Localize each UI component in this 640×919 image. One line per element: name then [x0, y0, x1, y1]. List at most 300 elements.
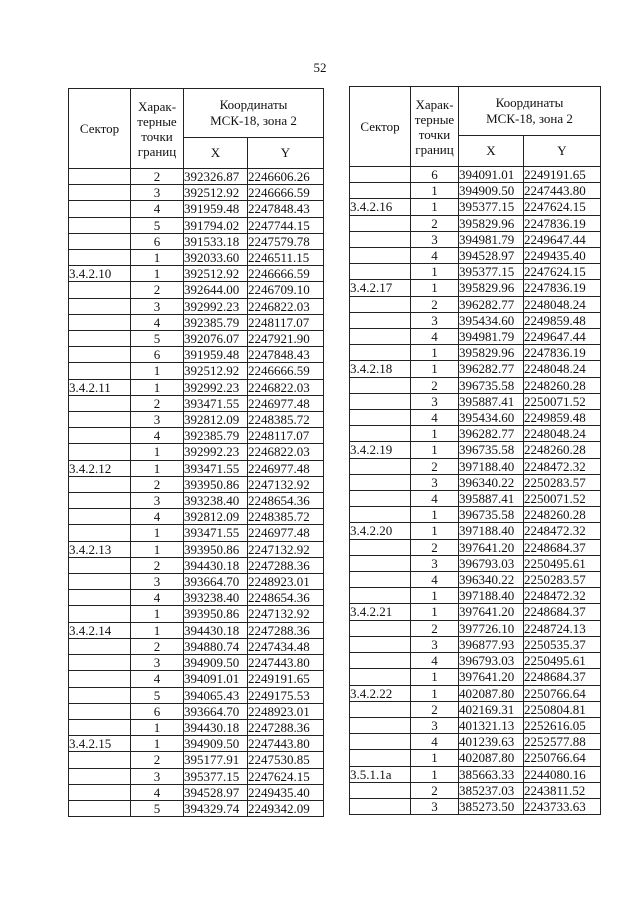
x-coordinate-cell: 393471.55	[184, 395, 248, 411]
x-coordinate-cell: 394909.50	[459, 183, 524, 199]
y-coordinate-cell: 2247848.43	[248, 201, 324, 217]
y-coordinate-cell: 2243811.52	[524, 782, 601, 798]
y-coordinate-cell: 2246606.26	[248, 169, 324, 185]
point-number-cell: 2	[131, 395, 184, 411]
table-row	[69, 395, 324, 411]
table-row	[69, 185, 324, 201]
point-number-cell: 1	[131, 606, 184, 622]
point-number-cell: 1	[411, 588, 459, 604]
point-number-cell: 1	[131, 541, 184, 557]
header-sector: Сектор	[350, 87, 411, 167]
x-coordinate-cell: 395177.91	[184, 752, 248, 768]
y-coordinate-cell: 2248260.28	[524, 377, 601, 393]
x-coordinate-cell: 397641.20	[459, 669, 524, 685]
point-number-cell: 5	[131, 217, 184, 233]
sector-cell: 3.4.2.19	[350, 442, 411, 458]
sector-cell	[350, 264, 411, 280]
point-number-cell: 3	[131, 493, 184, 509]
table-row	[350, 312, 601, 328]
x-coordinate-cell: 402169.31	[459, 701, 524, 717]
table-row	[69, 331, 324, 347]
point-number-cell: 3	[131, 655, 184, 671]
table-row	[69, 233, 324, 249]
y-coordinate-cell: 2248472.32	[524, 523, 601, 539]
table-row	[350, 264, 601, 280]
y-coordinate-cell: 2247624.15	[524, 199, 601, 215]
table-row	[350, 393, 601, 409]
table-row	[69, 719, 324, 735]
table-row	[350, 231, 601, 247]
x-coordinate-cell: 394528.97	[459, 248, 524, 264]
sector-cell	[69, 687, 131, 703]
point-number-cell: 2	[131, 752, 184, 768]
sector-cell	[69, 784, 131, 800]
table-row	[69, 266, 324, 282]
header-points-line: точки	[418, 126, 451, 142]
x-coordinate-cell: 393950.86	[184, 606, 248, 622]
table-row	[69, 541, 324, 557]
sector-cell	[69, 331, 131, 347]
y-coordinate-cell: 2248385.72	[248, 509, 324, 525]
table-row	[350, 717, 601, 733]
table-row	[350, 345, 601, 361]
sector-cell	[350, 167, 411, 183]
y-coordinate-cell: 2247624.15	[524, 264, 601, 280]
point-number-cell: 3	[131, 412, 184, 428]
x-coordinate-cell: 394880.74	[184, 638, 248, 654]
table-row	[350, 183, 601, 199]
sector-cell	[350, 183, 411, 199]
y-coordinate-cell: 2248724.13	[524, 620, 601, 636]
point-number-cell: 3	[411, 555, 459, 571]
point-number-cell: 1	[411, 669, 459, 685]
y-coordinate-cell: 2250804.81	[524, 701, 601, 717]
point-number-cell: 4	[131, 784, 184, 800]
x-coordinate-cell: 395434.60	[459, 410, 524, 426]
x-coordinate-cell: 395377.15	[459, 199, 524, 215]
x-coordinate-cell: 397726.10	[459, 620, 524, 636]
sector-cell	[350, 491, 411, 507]
y-coordinate-cell: 2248923.01	[248, 703, 324, 719]
x-coordinate-cell: 391959.48	[184, 201, 248, 217]
point-number-cell: 2	[131, 169, 184, 185]
y-coordinate-cell: 2248385.72	[248, 412, 324, 428]
sector-cell	[69, 185, 131, 201]
x-coordinate-cell: 394430.18	[184, 557, 248, 573]
y-coordinate-cell: 2247288.36	[248, 557, 324, 573]
sector-cell	[69, 638, 131, 654]
sector-cell	[69, 557, 131, 573]
point-number-cell: 1	[411, 345, 459, 361]
header-points-line: терные	[414, 111, 455, 127]
sector-cell	[350, 572, 411, 588]
table-row	[350, 458, 601, 474]
y-coordinate-cell: 2249175.53	[248, 687, 324, 703]
x-coordinate-cell: 396282.77	[459, 426, 524, 442]
table-row	[350, 555, 601, 571]
table-row	[350, 539, 601, 555]
y-coordinate-cell: 2246822.03	[248, 444, 324, 460]
x-coordinate-cell: 391533.18	[184, 233, 248, 249]
point-number-cell: 4	[411, 491, 459, 507]
point-number-cell: 1	[411, 361, 459, 377]
y-coordinate-cell: 2246666.59	[248, 185, 324, 201]
x-coordinate-cell: 394430.18	[184, 622, 248, 638]
header-x: X	[184, 138, 248, 169]
x-coordinate-cell: 401239.63	[459, 734, 524, 750]
table-row	[350, 701, 601, 717]
table-row	[69, 703, 324, 719]
y-coordinate-cell: 2246709.10	[248, 282, 324, 298]
x-coordinate-cell: 395377.15	[184, 768, 248, 784]
coordinates-table-right	[349, 86, 601, 815]
point-number-cell: 4	[131, 509, 184, 525]
sector-cell	[69, 428, 131, 444]
x-coordinate-cell: 401321.13	[459, 717, 524, 733]
point-number-cell: 1	[131, 736, 184, 752]
x-coordinate-cell: 385663.33	[459, 766, 524, 782]
table-row	[69, 557, 324, 573]
x-coordinate-cell: 397641.20	[459, 604, 524, 620]
table-row	[69, 314, 324, 330]
point-number-cell: 2	[411, 620, 459, 636]
y-coordinate-cell: 2246977.48	[248, 525, 324, 541]
table-row	[69, 444, 324, 460]
x-coordinate-cell: 393238.40	[184, 590, 248, 606]
point-number-cell: 1	[131, 363, 184, 379]
point-number-cell: 2	[131, 282, 184, 298]
sector-cell	[350, 507, 411, 523]
table-row	[69, 590, 324, 606]
x-coordinate-cell: 392992.23	[184, 379, 248, 395]
table-row	[69, 493, 324, 509]
x-coordinate-cell: 393471.55	[184, 460, 248, 476]
x-coordinate-cell: 396282.77	[459, 296, 524, 312]
sector-cell	[350, 426, 411, 442]
table-row	[69, 298, 324, 314]
point-number-cell: 3	[411, 636, 459, 652]
header-coordinates-line: Координаты	[495, 95, 564, 110]
table-row	[69, 428, 324, 444]
point-number-cell: 1	[131, 460, 184, 476]
y-coordinate-cell: 2246977.48	[248, 460, 324, 476]
point-number-cell: 1	[411, 685, 459, 701]
x-coordinate-cell: 392644.00	[184, 282, 248, 298]
y-coordinate-cell: 2249647.44	[524, 231, 601, 247]
sector-cell	[69, 412, 131, 428]
y-coordinate-cell: 2246822.03	[248, 298, 324, 314]
point-number-cell: 2	[411, 215, 459, 231]
x-coordinate-cell: 395887.41	[459, 393, 524, 409]
sector-cell: 3.4.2.17	[350, 280, 411, 296]
header-points-line: точки	[141, 128, 173, 144]
x-coordinate-cell: 396793.03	[459, 555, 524, 571]
y-coordinate-cell: 2247443.80	[248, 736, 324, 752]
point-number-cell: 1	[411, 766, 459, 782]
table-row	[350, 750, 601, 766]
table-row	[69, 638, 324, 654]
y-coordinate-cell: 2248654.36	[248, 590, 324, 606]
point-number-cell: 4	[131, 428, 184, 444]
point-number-cell: 1	[131, 250, 184, 266]
table-row	[350, 199, 601, 215]
x-coordinate-cell: 392385.79	[184, 428, 248, 444]
header-points	[411, 87, 459, 167]
point-number-cell: 1	[131, 622, 184, 638]
y-coordinate-cell: 2250535.37	[524, 636, 601, 652]
x-coordinate-cell: 392812.09	[184, 509, 248, 525]
sector-cell	[350, 474, 411, 490]
y-coordinate-cell: 2247836.19	[524, 345, 601, 361]
point-number-cell: 2	[411, 701, 459, 717]
sector-cell	[350, 669, 411, 685]
sector-cell	[350, 410, 411, 426]
table-row	[350, 685, 601, 701]
x-coordinate-cell: 397641.20	[459, 539, 524, 555]
point-number-cell: 2	[411, 296, 459, 312]
header-points-line: Харак-	[415, 96, 454, 112]
table-row	[350, 442, 601, 458]
y-coordinate-cell: 2247132.92	[248, 476, 324, 492]
x-coordinate-cell: 396735.58	[459, 377, 524, 393]
table-row	[350, 377, 601, 393]
header-points-line: границ	[415, 141, 454, 157]
point-number-cell: 1	[131, 525, 184, 541]
y-coordinate-cell: 2247579.78	[248, 233, 324, 249]
sector-cell	[350, 620, 411, 636]
y-coordinate-cell: 2248923.01	[248, 574, 324, 590]
point-number-cell: 3	[131, 298, 184, 314]
point-number-cell: 3	[131, 574, 184, 590]
table-row	[350, 636, 601, 652]
sector-cell: 3.4.2.22	[350, 685, 411, 701]
x-coordinate-cell: 395829.96	[459, 345, 524, 361]
sector-cell	[69, 217, 131, 233]
sector-cell	[350, 750, 411, 766]
table-row	[69, 655, 324, 671]
sector-cell	[350, 798, 411, 814]
point-number-cell: 2	[411, 377, 459, 393]
x-coordinate-cell: 394528.97	[184, 784, 248, 800]
table-row	[350, 798, 601, 814]
sector-cell	[69, 719, 131, 735]
table-row	[69, 379, 324, 395]
table-row	[350, 410, 601, 426]
sector-cell	[69, 590, 131, 606]
sector-cell	[69, 752, 131, 768]
point-number-cell: 4	[131, 671, 184, 687]
x-coordinate-cell: 394091.01	[184, 671, 248, 687]
sector-cell	[69, 250, 131, 266]
sector-cell	[350, 734, 411, 750]
sector-cell	[350, 215, 411, 231]
x-coordinate-cell: 392512.92	[184, 363, 248, 379]
point-number-cell: 4	[411, 572, 459, 588]
point-number-cell: 2	[411, 782, 459, 798]
sector-cell: 3.4.2.13	[69, 541, 131, 557]
table-row	[69, 201, 324, 217]
x-coordinate-cell: 396793.03	[459, 653, 524, 669]
y-coordinate-cell: 2248117.07	[248, 314, 324, 330]
x-coordinate-cell: 395887.41	[459, 491, 524, 507]
sector-cell	[69, 574, 131, 590]
x-coordinate-cell: 393950.86	[184, 476, 248, 492]
point-number-cell: 1	[411, 523, 459, 539]
table-row	[69, 250, 324, 266]
x-coordinate-cell: 392992.23	[184, 444, 248, 460]
point-number-cell: 4	[411, 329, 459, 345]
table-row	[350, 620, 601, 636]
sector-cell	[69, 282, 131, 298]
point-number-cell: 6	[131, 233, 184, 249]
x-coordinate-cell: 393664.70	[184, 574, 248, 590]
x-coordinate-cell: 392992.23	[184, 298, 248, 314]
point-number-cell: 5	[131, 331, 184, 347]
sector-cell	[350, 312, 411, 328]
x-coordinate-cell: 392812.09	[184, 412, 248, 428]
x-coordinate-cell: 396735.58	[459, 442, 524, 458]
sector-cell	[69, 655, 131, 671]
sector-cell: 3.5.1.1а	[350, 766, 411, 782]
x-coordinate-cell: 395829.96	[459, 280, 524, 296]
point-number-cell: 3	[411, 474, 459, 490]
table-row	[350, 653, 601, 669]
x-coordinate-cell: 392512.92	[184, 185, 248, 201]
sector-cell	[350, 377, 411, 393]
sector-cell	[69, 395, 131, 411]
sector-cell	[350, 701, 411, 717]
y-coordinate-cell: 2248684.37	[524, 669, 601, 685]
y-coordinate-cell: 2247530.85	[248, 752, 324, 768]
x-coordinate-cell: 396735.58	[459, 507, 524, 523]
table-row	[69, 574, 324, 590]
point-number-cell: 1	[131, 719, 184, 735]
sector-cell	[350, 248, 411, 264]
y-coordinate-cell: 2248472.32	[524, 458, 601, 474]
table-row	[350, 734, 601, 750]
x-coordinate-cell: 385273.50	[459, 798, 524, 814]
x-coordinate-cell: 394430.18	[184, 719, 248, 735]
y-coordinate-cell: 2249859.48	[524, 312, 601, 328]
sector-cell: 3.4.2.18	[350, 361, 411, 377]
y-coordinate-cell: 2248048.24	[524, 296, 601, 312]
y-coordinate-cell: 2250283.57	[524, 474, 601, 490]
y-coordinate-cell: 2248472.32	[524, 588, 601, 604]
point-number-cell: 4	[131, 590, 184, 606]
y-coordinate-cell: 2252577.88	[524, 734, 601, 750]
sector-cell	[350, 231, 411, 247]
point-number-cell: 3	[411, 717, 459, 733]
x-coordinate-cell: 392512.92	[184, 266, 248, 282]
header-y: Y	[248, 138, 324, 169]
table-row	[350, 507, 601, 523]
point-number-cell: 2	[411, 539, 459, 555]
header-points-line: терные	[137, 113, 177, 129]
x-coordinate-cell: 394091.01	[459, 167, 524, 183]
point-number-cell: 1	[131, 266, 184, 282]
table-row	[69, 752, 324, 768]
sector-cell	[350, 588, 411, 604]
y-coordinate-cell: 2247132.92	[248, 606, 324, 622]
y-coordinate-cell: 2247744.15	[248, 217, 324, 233]
y-coordinate-cell: 2247132.92	[248, 541, 324, 557]
sector-cell: 3.4.2.10	[69, 266, 131, 282]
table-row	[69, 476, 324, 492]
table-row	[69, 217, 324, 233]
y-coordinate-cell: 2246666.59	[248, 363, 324, 379]
table-row	[350, 361, 601, 377]
sector-cell	[69, 671, 131, 687]
y-coordinate-cell: 2249191.65	[248, 671, 324, 687]
x-coordinate-cell: 391794.02	[184, 217, 248, 233]
header-points-line: Харак-	[137, 98, 177, 114]
table-row	[350, 215, 601, 231]
table-row	[69, 282, 324, 298]
point-number-cell: 5	[131, 800, 184, 816]
sector-cell	[350, 555, 411, 571]
table-row	[69, 736, 324, 752]
sector-cell	[350, 296, 411, 312]
sector-cell	[350, 539, 411, 555]
x-coordinate-cell: 396877.93	[459, 636, 524, 652]
y-coordinate-cell: 2247288.36	[248, 719, 324, 735]
sector-cell: 3.4.2.14	[69, 622, 131, 638]
y-coordinate-cell: 2247836.19	[524, 215, 601, 231]
table-row	[69, 687, 324, 703]
x-coordinate-cell: 392385.79	[184, 314, 248, 330]
sector-cell	[69, 509, 131, 525]
y-coordinate-cell: 2246977.48	[248, 395, 324, 411]
sector-cell: 3.4.2.20	[350, 523, 411, 539]
header-coordinates-line: МСК-18, зона 2	[210, 113, 297, 128]
sector-cell	[350, 653, 411, 669]
sector-cell	[69, 169, 131, 185]
x-coordinate-cell: 393471.55	[184, 525, 248, 541]
point-number-cell: 1	[131, 444, 184, 460]
x-coordinate-cell: 396340.22	[459, 572, 524, 588]
sector-cell: 3.4.2.11	[69, 379, 131, 395]
sector-cell	[69, 800, 131, 816]
table-row	[350, 296, 601, 312]
point-number-cell: 3	[131, 185, 184, 201]
y-coordinate-cell: 2248684.37	[524, 539, 601, 555]
point-number-cell: 1	[411, 604, 459, 620]
header-x: X	[459, 136, 524, 167]
table-row	[350, 491, 601, 507]
y-coordinate-cell: 2246666.59	[248, 266, 324, 282]
header-coordinates-line: Координаты	[219, 97, 288, 112]
x-coordinate-cell: 402087.80	[459, 750, 524, 766]
point-number-cell: 1	[411, 264, 459, 280]
y-coordinate-cell: 2247443.80	[524, 183, 601, 199]
point-number-cell: 4	[411, 248, 459, 264]
y-coordinate-cell: 2250495.61	[524, 653, 601, 669]
y-coordinate-cell: 2247624.15	[248, 768, 324, 784]
x-coordinate-cell: 394909.50	[184, 736, 248, 752]
point-number-cell: 3	[411, 312, 459, 328]
y-coordinate-cell: 2243733.63	[524, 798, 601, 814]
y-coordinate-cell: 2250766.64	[524, 750, 601, 766]
x-coordinate-cell: 394329.74	[184, 800, 248, 816]
sector-cell	[69, 476, 131, 492]
point-number-cell: 1	[411, 507, 459, 523]
header-coordinates	[459, 87, 601, 136]
sector-cell	[69, 314, 131, 330]
x-coordinate-cell: 397188.40	[459, 523, 524, 539]
sector-cell	[69, 493, 131, 509]
point-number-cell: 2	[131, 557, 184, 573]
x-coordinate-cell: 392076.07	[184, 331, 248, 347]
